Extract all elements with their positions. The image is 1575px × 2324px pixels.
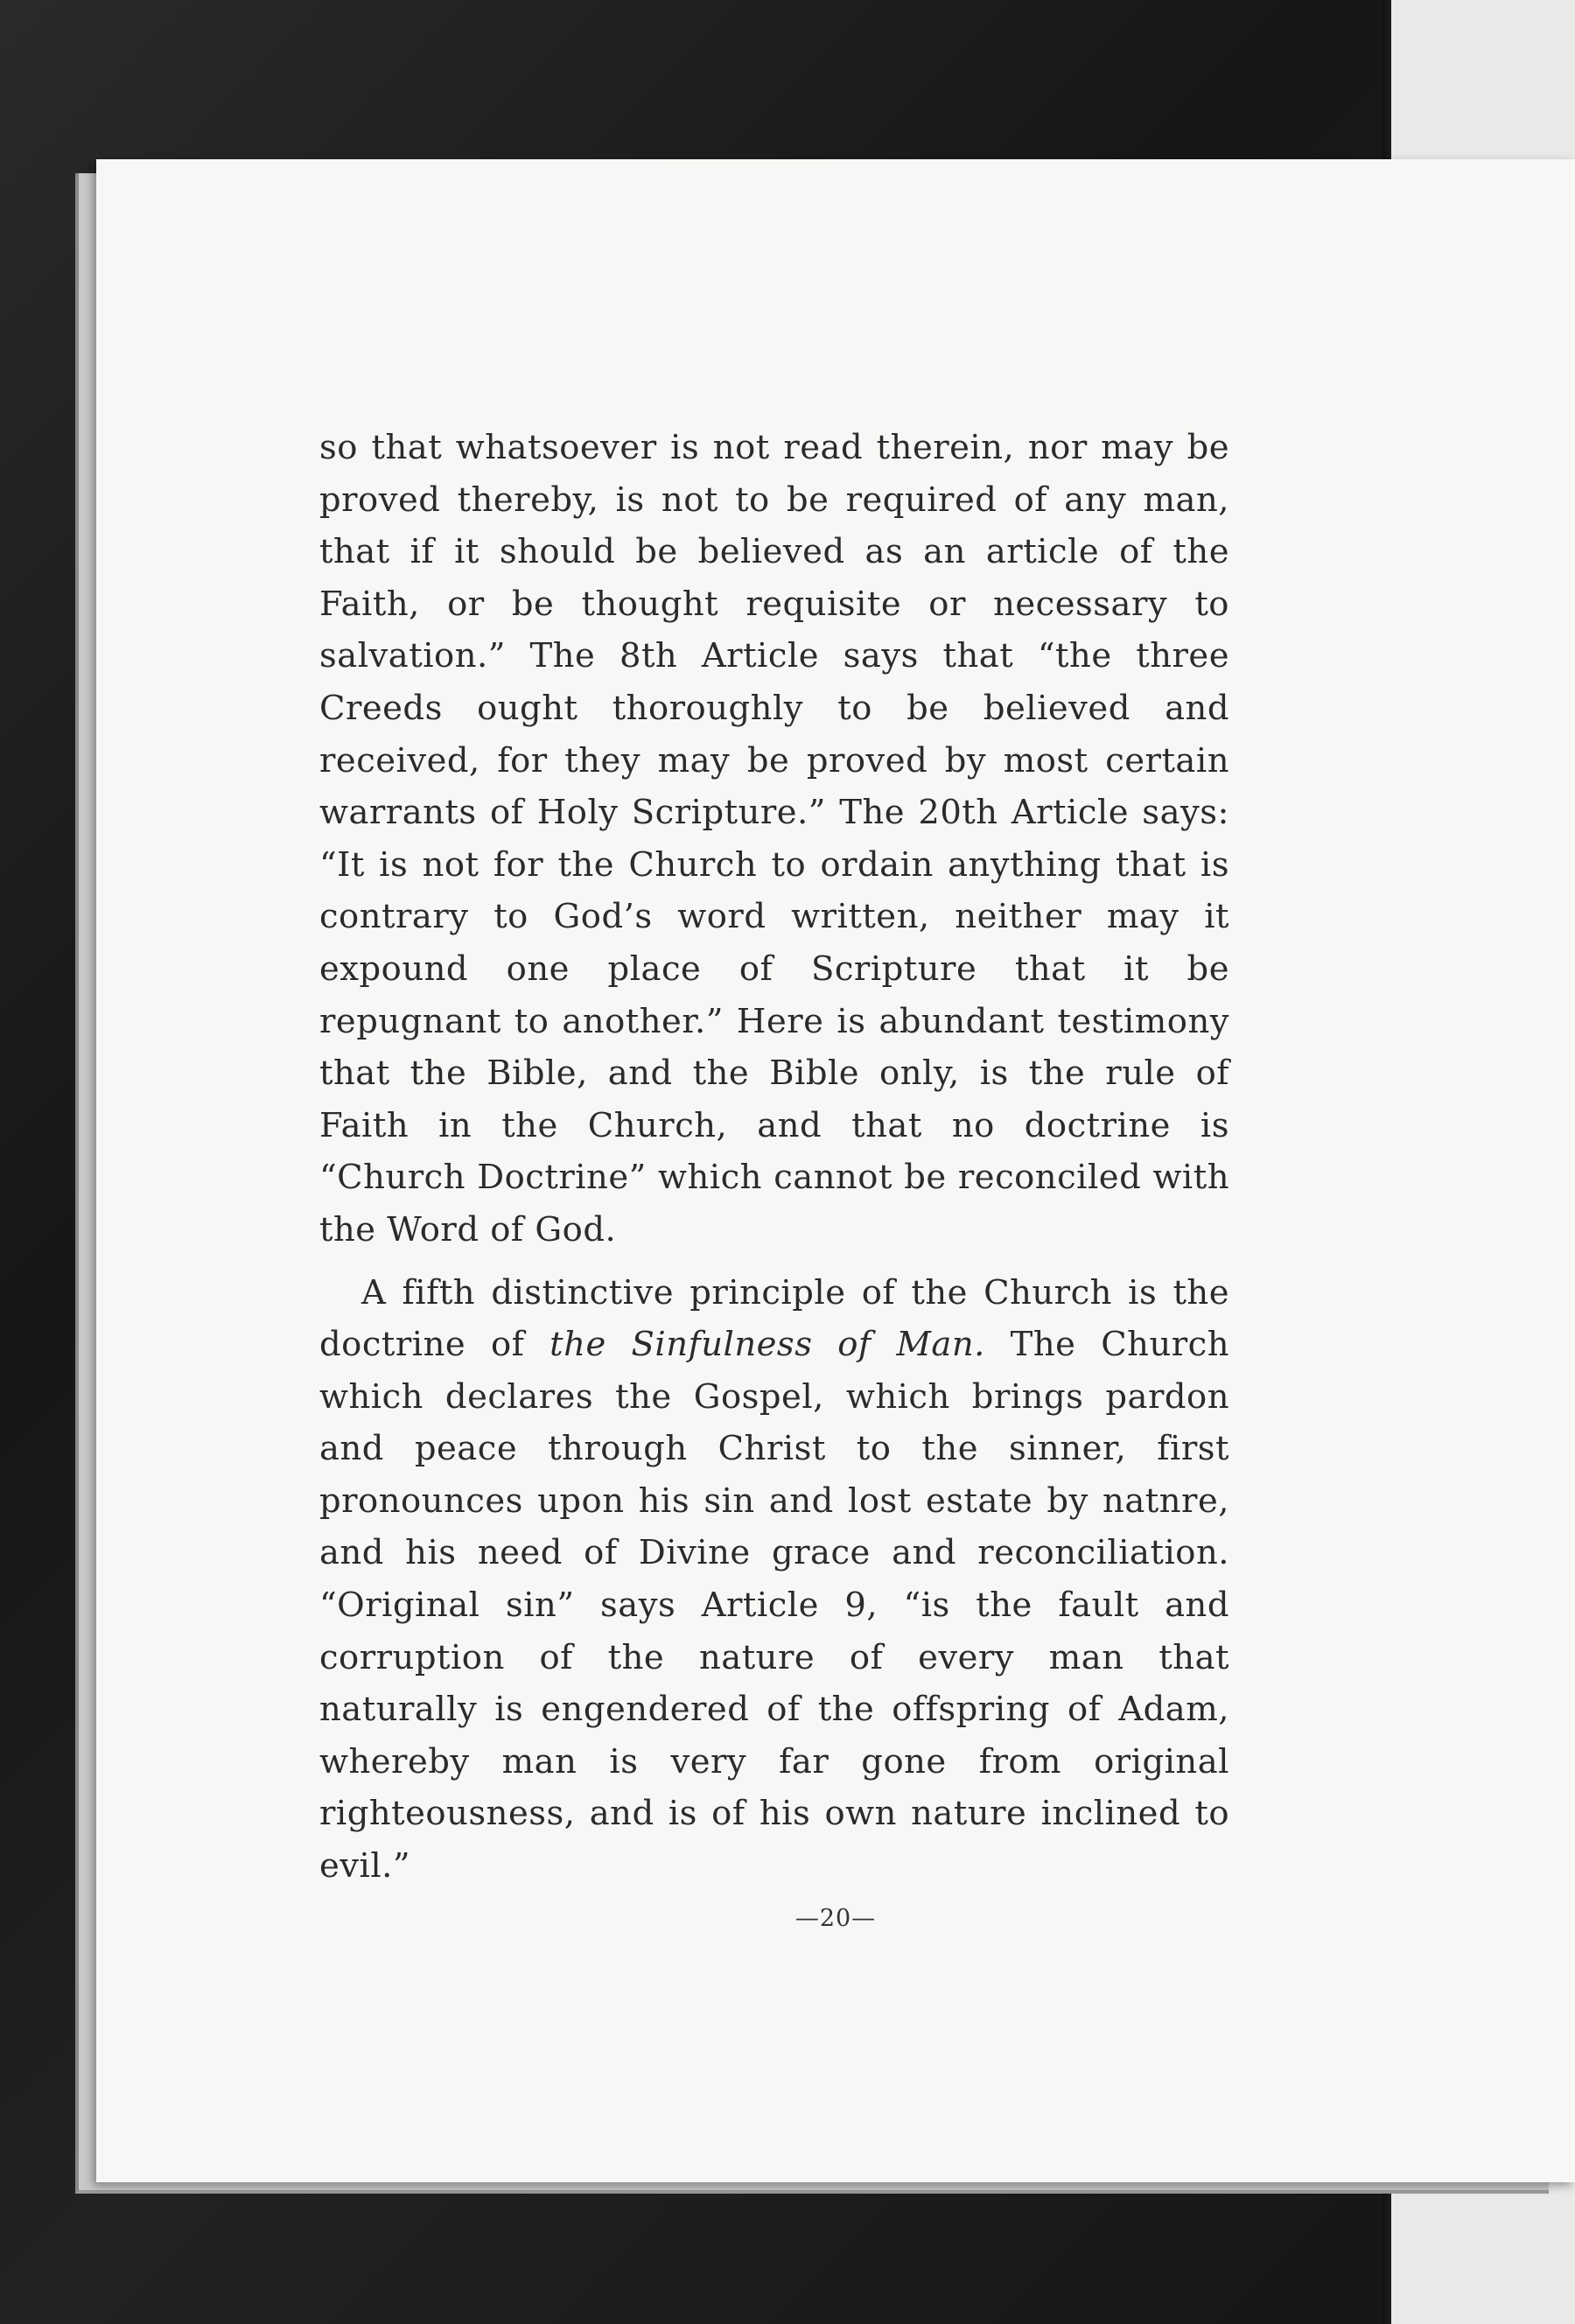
book-page <box>96 159 1575 2182</box>
paragraph-1: so that whatsoever is not read therein, nor may be proved thereby, is not to be required of any man, that if it should be believed as an article of the Faith, or be thought requisite or necessary to salvation.” The 8th Article says that “the three Creeds ought thoroughly to be believed and received, for they may be proved by most certain warrants of Holy Scripture.” The 20th Article says: “It is not for the Church to ordain anything that is contrary to God’s word written, neither may it expound one place of Scripture that it be repugnant to another.” Here is abundant testimony that the Bible, and the Bible only, is the rule of Faith in the Church, and that no doctrine is “Church Doctrine” which cannot be reconciled with the Word of God. <box>319 428 1229 1250</box>
page-number: —20— <box>794 1905 877 1932</box>
paragraph-2 <box>319 1267 1229 1893</box>
body-text <box>319 422 1229 1893</box>
paragraph-2-text-end: The Church which declares the Gospel, which brings pardon and peace through Christ to the sinner, first pronounces upon his sin and lost estate by natnre, and his need of Divine grace and reconciliation. “Original sin” says Article 9, “is the fault and corruption of the nature of every man that naturally is engendered of the offspring of Adam, whereby man is very far gone from original righteousness, and is of his own nature inclined to evil.” <box>319 1325 1230 1886</box>
paragraph-2-italic-phrase: the Sinfulness of Man. <box>550 1325 985 1365</box>
paragraph-2-text-start: A fifth distinctive principle of the Church is the doctrine of <box>319 1272 1229 1365</box>
